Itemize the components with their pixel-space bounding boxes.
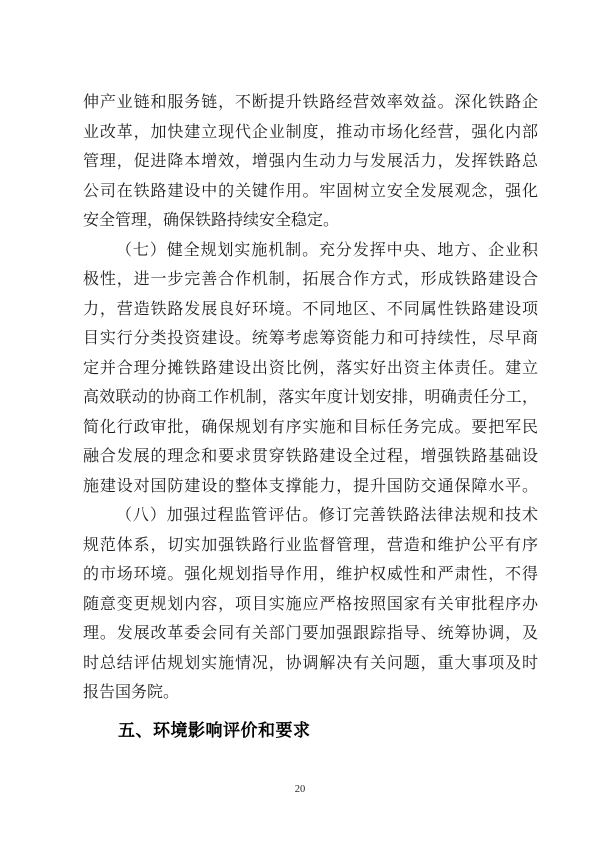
text-line: 时总结评估规划实施情况，协调解决有关问题，重大事项及时 <box>83 654 538 672</box>
text-line: 报告国务院。 <box>83 684 180 701</box>
text-line: 极性，进一步完善合作机制，拓展合作方式，形成铁路建设合 <box>83 271 538 288</box>
paragraphs-container <box>83 88 538 708</box>
text-line: 随意变更规划内容，项目实施应严格按照国家有关审批程序办 <box>83 595 538 613</box>
text-line: （八）加强过程监管评估。修订完善铁路法律法规和技术 <box>116 507 538 524</box>
document-body <box>83 88 538 746</box>
text-line: 力，营造铁路发展良好环境。不同地区、不同属性铁路建设项 <box>83 300 538 318</box>
text-line: 施建设对国防建设的整体支撑能力，提升国防交通保障水平。 <box>83 477 538 495</box>
text-line: 安全管理，确保铁路持续安全稳定。 <box>83 212 340 229</box>
text-line: 伸产业链和服务链，不断提升铁路经营效率效益。深化铁路企 <box>83 94 538 111</box>
page-number: 20 <box>294 784 306 795</box>
text-line: 公司在铁路建设中的关键作用。牢固树立安全发展观念，强化 <box>83 182 538 200</box>
paragraph-item-8 <box>83 501 538 708</box>
text-line: 规范体系，切实加强铁路行业监督管理，营造和维护公平有序 <box>83 536 538 554</box>
text-line: 的市场环境。强化规划指导作用，维护权威性和严肃性，不得 <box>83 566 538 583</box>
text-line: 定并合理分摊铁路建设出资比例，落实好出资主体责任。建立 <box>83 359 538 377</box>
text-line: 融合发展的理念和要求贯穿铁路建设全过程，增强铁路基础设 <box>83 448 538 465</box>
text-line: 业改革，加快建立现代企业制度，推动市场化经营，强化内部 <box>83 123 538 141</box>
text-line: （七）健全规划实施机制。充分发挥中央、地方、企业积 <box>116 241 538 259</box>
paragraph-item-7 <box>83 236 538 502</box>
paragraph-continuation <box>83 88 538 236</box>
text-line: 简化行政审批，确保规划有序实施和目标任务完成。要把军民 <box>83 418 538 436</box>
section-heading: 五、环境影响评价和要求 <box>118 720 311 740</box>
text-line: 高效联动的协商工作机制，落实年度计划安排，明确责任分工， <box>83 389 538 406</box>
text-line: 目实行分类投资建设。统筹考虑筹资能力和可持续性，尽早商 <box>83 330 538 347</box>
text-line: 管理，促进降本增效，增强内生动力与发展活力，发挥铁路总 <box>83 153 538 170</box>
text-line: 理。发展改革委会同有关部门要加强跟踪指导、统筹协调，及 <box>83 625 538 642</box>
